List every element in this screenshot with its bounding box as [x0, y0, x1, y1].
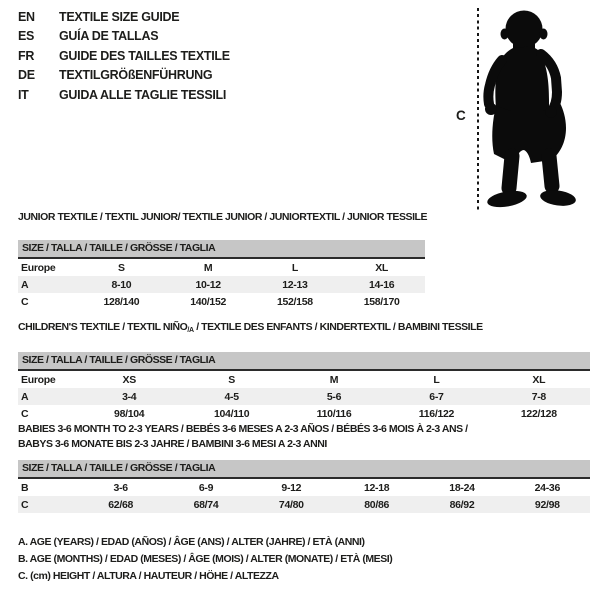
- table-cell: 9-12: [281, 481, 302, 494]
- table-row: [18, 479, 590, 496]
- table-row: [18, 496, 590, 513]
- section-title-subscript: /A: [187, 327, 194, 334]
- row-label: C: [21, 407, 29, 420]
- section-title-text: / TEXTILE DES ENFANTS / KINDERTEXTIL / BAMBINI TESSILE: [193, 321, 483, 333]
- column-header: S: [118, 261, 125, 274]
- section-title: [18, 320, 590, 338]
- table-cell: 8-10: [111, 278, 132, 291]
- size-header-bar: SIZE / TALLA / TAILLE / GRÖSSE / TAGLIA: [18, 460, 590, 479]
- note-height-cm: C. (cm) HEIGHT / ALTURA / HAUTEUR / HÖHE / ALTEZZA: [18, 570, 279, 582]
- section-title-line1: BABIES 3-6 MONTH TO 2-3 YEARS / BEBÉS 3-6 MESES A 2-3 AÑOS / BÉBÉS 3-6 MOIS À 2-3 ANS /: [18, 423, 468, 435]
- table-cell: 12-18: [363, 481, 390, 494]
- section-title: JUNIOR TEXTILE / TEXTIL JUNIOR/ TEXTILE JUNIOR / JUNIORTEXTIL / JUNIOR TESSILE: [18, 211, 428, 223]
- language-row: [18, 66, 230, 86]
- table-cell: 5-6: [326, 390, 342, 403]
- section-babies-textile: [18, 422, 590, 513]
- table-cell: 122/128: [520, 407, 557, 420]
- row-label: C: [21, 295, 29, 308]
- row-label: C: [21, 498, 29, 511]
- toddler-silhouette-icon: [483, 4, 583, 214]
- language-code: IT: [18, 87, 29, 102]
- table-cell: 3-4: [122, 390, 137, 403]
- language-code: ES: [18, 29, 35, 44]
- table-row: [18, 293, 425, 310]
- table-cell: 110/116: [316, 407, 352, 420]
- table-cell: 10-12: [195, 278, 221, 291]
- height-measure-label: C: [456, 108, 466, 123]
- column-header: S: [228, 373, 235, 386]
- table-header-row: [18, 259, 425, 276]
- table-cell: 6-9: [198, 481, 214, 494]
- language-title-list: [18, 7, 230, 105]
- language-row: [18, 7, 230, 27]
- legend-notes: [18, 534, 392, 585]
- table-cell: 12-13: [282, 278, 308, 291]
- table-row: [18, 276, 425, 293]
- note-age-months: B. AGE (MONTHS) / EDAD (MESES) / ÂGE (MOIS) / ALTER (MONATE) / ETÀ (MESI): [18, 553, 393, 565]
- column-header: Europe: [21, 373, 56, 386]
- table-cell: 6-7: [429, 390, 444, 403]
- column-header: XL: [532, 373, 546, 386]
- language-title: TEXTILGRÖßENFÜHRUNG: [59, 68, 213, 83]
- table-cell: 24-36: [534, 481, 560, 494]
- table-cell: 7-8: [531, 390, 546, 403]
- note-age-years: A. AGE (YEARS) / EDAD (AÑOS) / ÂGE (ANS) / ALTER (JAHRE) / ETÀ (ANNI): [18, 536, 365, 548]
- table-cell: 4-5: [224, 390, 239, 403]
- column-header: M: [203, 261, 213, 274]
- row-label: A: [21, 390, 29, 403]
- table-cell: 18-24: [449, 481, 475, 494]
- table-cell: 3-6: [113, 481, 128, 494]
- table-cell: 128/140: [103, 295, 140, 308]
- column-header: XL: [375, 261, 389, 274]
- language-code: FR: [18, 48, 35, 63]
- language-title: GUIDE DES TAILLES TEXTILE: [59, 48, 230, 63]
- table-cell: 68/74: [193, 498, 219, 511]
- row-label: A: [21, 278, 29, 291]
- column-header: XS: [122, 373, 136, 386]
- language-title: GUÍA DE TALLAS: [59, 29, 159, 44]
- height-measure-dashed-line: [477, 8, 479, 212]
- table-cell: 86/92: [449, 498, 475, 511]
- table-row: [18, 405, 590, 422]
- language-title: GUIDA ALLE TAGLIE TESSILI: [59, 87, 227, 102]
- table-row: [18, 388, 590, 405]
- language-code: DE: [18, 68, 35, 83]
- table-cell: 98/104: [114, 407, 145, 420]
- table-cell: 80/86: [364, 498, 390, 511]
- language-code: EN: [18, 9, 35, 24]
- column-header: M: [329, 373, 339, 386]
- section-title-text: CHILDREN'S TEXTILE / TEXTIL NIÑO: [18, 321, 188, 333]
- table-cell: 14-16: [368, 278, 395, 291]
- table-cell: 104/110: [213, 407, 250, 420]
- row-label: B: [21, 481, 29, 494]
- size-header-bar: SIZE / TALLA / TAILLE / GRÖSSE / TAGLIA: [18, 240, 425, 259]
- language-row: [18, 46, 230, 66]
- size-header-bar: SIZE / TALLA / TAILLE / GRÖSSE / TAGLIA: [18, 352, 590, 371]
- column-header: L: [291, 261, 298, 274]
- language-title: TEXTILE SIZE GUIDE: [59, 9, 180, 24]
- table-cell: 152/158: [276, 295, 313, 308]
- column-header: L: [433, 373, 440, 386]
- section-childrens-textile: [18, 320, 590, 422]
- section-junior-textile: [18, 210, 428, 310]
- table-header-row: [18, 371, 590, 388]
- column-header: Europe: [21, 261, 56, 274]
- table-cell: 140/152: [190, 295, 227, 308]
- table-cell: 74/80: [278, 498, 304, 511]
- table-cell: 116/122: [418, 407, 455, 420]
- table-cell: 62/68: [108, 498, 134, 511]
- language-row: [18, 27, 230, 47]
- table-cell: 92/98: [534, 498, 560, 511]
- language-row: [18, 85, 230, 105]
- section-title-line2: BABYS 3-6 MONATE BIS 2-3 JAHRE / BAMBINI 3-6 MESI A 2-3 ANNI: [18, 438, 327, 450]
- table-cell: 158/170: [363, 295, 400, 308]
